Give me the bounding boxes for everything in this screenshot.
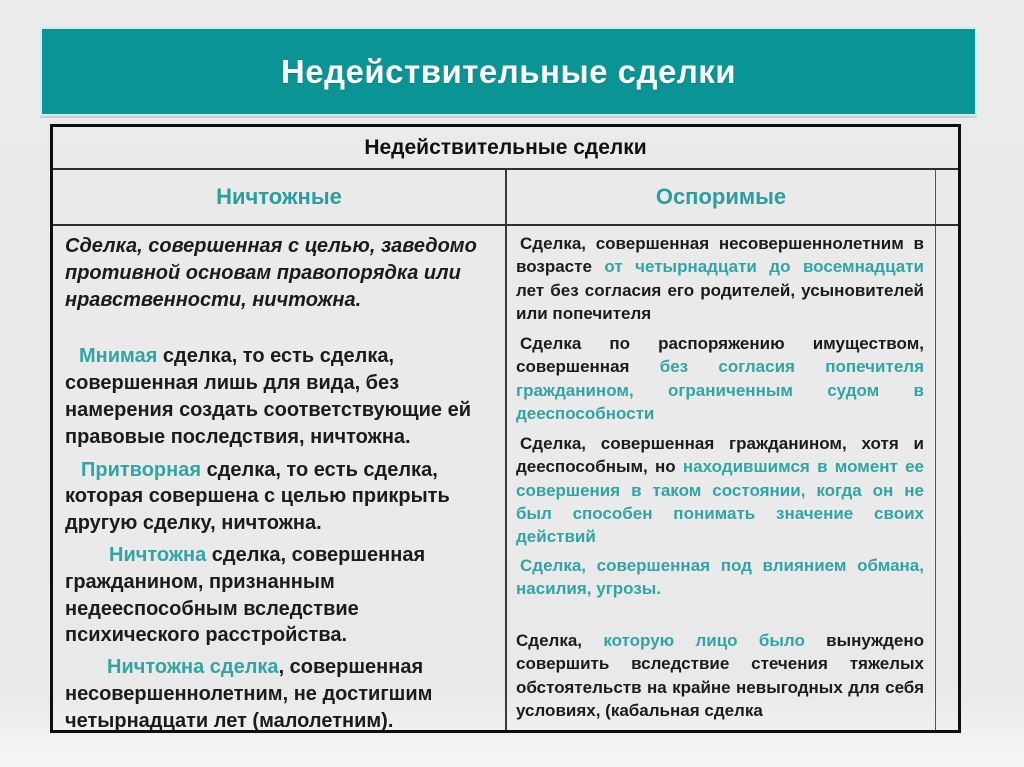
void-p2-text: сделка, то есть сделка, совершенная лишь для вида, без намерения создать соответствующие ей правовые последствия, ничтожна. [65,345,472,448]
title-banner [40,27,977,116]
voidable-p3-text-a: Сделка, совершенная гражданином, хотя и дееспособным, но [516,433,924,477]
voidable-p5-highlight: которую лицо было [603,630,805,650]
voidable-deals-cell [505,226,935,730]
voidable-p2-text-a: Сделка по распоряжению имуществом, совершенная [516,333,924,377]
voidable-p5-text-b: вынуждено совершить вследствие стечения тяжелых обстоятельств на крайне невыгодных для себя условиях, (кабальная сделка [516,630,924,721]
void-p5-text: , совершенная несовершеннолетним, не достигшим четырнадцати лет (малолетним). [65,656,433,730]
void-paragraph-2 [65,343,493,450]
voidable-paragraph-1 [516,232,924,326]
voidable-p2-highlight: без согласия попечителя гражданином, ограниченным судом в дееспособности [516,357,924,424]
spacer-column-header [935,170,958,224]
table-header-row [53,127,958,170]
void-p5-highlight: Ничтожна сделка [107,656,279,679]
column-header-voidable [505,170,935,224]
void-paragraph-4 [65,542,493,649]
voidable-paragraph-2 [516,332,924,426]
void-p4-highlight: Ничтожна [109,543,207,566]
slide-title: Недействительные сделки [280,52,737,90]
void-p4-text: сделка, совершенная гражданином, признанным недееспособным вследствие психического расстройства. [65,543,426,647]
voidable-p5-text-a: Сделка, [516,630,604,650]
voidable-p1-highlight: от четырнадцати до восемнадцати [604,257,924,277]
voidable-paragraph-4 [516,554,924,601]
voidable-p1-text-b: лет без согласия его родителей, усыновителей или попечителя [516,280,924,324]
void-p1-text: Сделка, совершенная с целью, заведомо противной основам правопорядка или нравственности, ничтожна. [65,235,477,311]
void-paragraph-3 [65,457,493,537]
void-paragraph-1 [65,233,493,313]
spacer-column-body [935,226,958,730]
table-header-title: Недействительные сделки [364,135,647,159]
void-p2-highlight: Мнимая [79,345,158,368]
void-deals-cell [53,226,505,730]
column-header-row [53,170,958,226]
column-header-void [53,170,505,224]
voidable-p3-highlight: находившимся в момент ее совершения в таком состоянии, когда он не был способен понимать значение своих действий [516,457,924,547]
void-paragraph-5 [65,654,493,730]
void-p3-text: сделка, то есть сделка, которая совершена с целью прикрыть другую сделку, ничтожна. [65,458,450,535]
column-header-void-label: Ничтожные [216,184,342,209]
column-header-voidable-label: Оспоримые [655,184,787,209]
voidable-p1-text-a: Сделка, совершенная несовершеннолетним в возрасте [516,234,924,277]
voidable-paragraph-3 [516,432,924,549]
invalid-deals-table [50,124,961,733]
voidable-p4-highlight: Сделка, совершенная под влиянием обмана, насилия, угрозы. [516,555,924,599]
voidable-paragraph-5 [516,629,924,723]
table-body-row [53,226,958,730]
void-p3-highlight: Притворная [81,458,202,481]
